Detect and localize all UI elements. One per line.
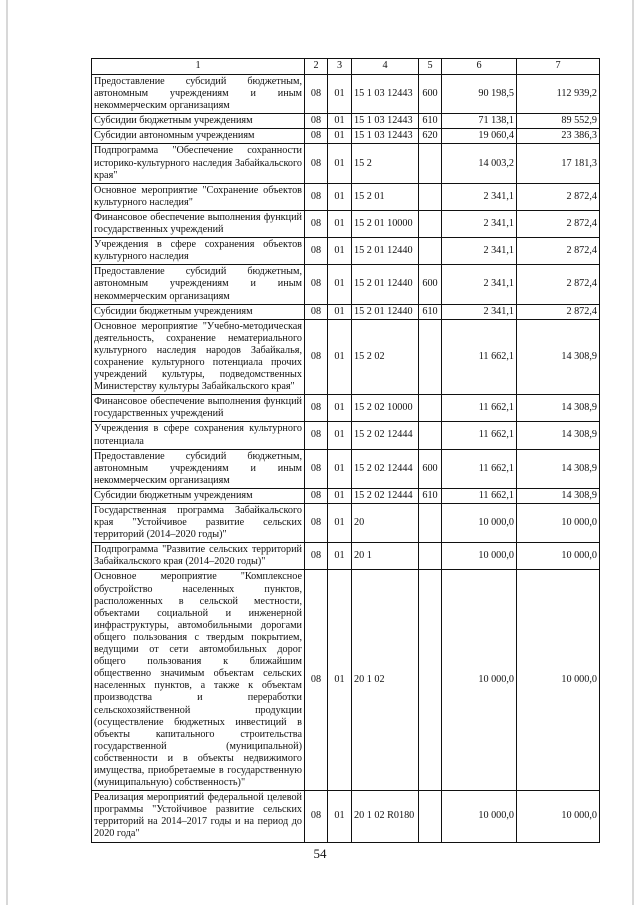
section-code: 08 — [305, 238, 328, 265]
section-code: 08 — [305, 422, 328, 449]
section-code: 08 — [305, 210, 328, 237]
expense-type-code — [419, 144, 442, 183]
expense-type-code — [419, 183, 442, 210]
amount-col6: 2 341,1 — [442, 265, 517, 304]
amount-col7: 10 000,0 — [517, 543, 600, 570]
target-article-code: 15 2 01 — [352, 183, 419, 210]
section-code: 08 — [305, 488, 328, 503]
subsection-code: 01 — [328, 129, 352, 144]
row-name: Субсидии автономным учреждениям — [92, 129, 305, 144]
subsection-code: 01 — [328, 570, 352, 791]
amount-col7: 14 308,9 — [517, 449, 600, 488]
subsection-code: 01 — [328, 265, 352, 304]
subsection-code: 01 — [328, 395, 352, 422]
row-name: Подпрограмма "Обеспечение сохранности историко-культурного наследия Забайкальского края" — [92, 144, 305, 183]
target-article-code: 20 1 — [352, 543, 419, 570]
expense-type-code — [419, 570, 442, 791]
amount-col6: 2 341,1 — [442, 210, 517, 237]
table-row — [92, 395, 600, 422]
expense-type-code — [419, 422, 442, 449]
section-code: 08 — [305, 395, 328, 422]
section-code: 08 — [305, 265, 328, 304]
table-row — [92, 570, 600, 791]
row-name: Основное мероприятие "Учебно-методическая деятельность, сохранение нематериального культурного наследия народов Забайкалья, сохранение культурного потенциала прочих учреждений культуры, подведомственных Министерству культуры Забайкальского края" — [92, 319, 305, 395]
target-article-code: 15 1 03 12443 — [352, 114, 419, 129]
amount-col7: 17 181,3 — [517, 144, 600, 183]
subsection-code: 01 — [328, 144, 352, 183]
target-article-code: 15 2 02 10000 — [352, 395, 419, 422]
subsection-code: 01 — [328, 319, 352, 395]
table-row — [92, 183, 600, 210]
row-name: Реализация мероприятий федеральной целевой программы "Устойчивое развитие сельских территорий на 2014–2017 годы и на период до 2020 года" — [92, 791, 305, 842]
row-name: Подпрограмма "Развитие сельских территорий Забайкальского края (2014–2020 годы)" — [92, 543, 305, 570]
target-article-code: 15 2 02 12444 — [352, 488, 419, 503]
section-code: 08 — [305, 543, 328, 570]
table-row — [92, 129, 600, 144]
expense-type-code — [419, 319, 442, 395]
subsection-code: 01 — [328, 422, 352, 449]
budget-table — [91, 58, 600, 843]
table-row — [92, 265, 600, 304]
page-edge-left — [6, 0, 8, 905]
col-header: 5 — [419, 59, 442, 75]
section-code: 08 — [305, 183, 328, 210]
row-name: Предоставление субсидий бюджетным, автономным учреждениям и иным некоммерческим организациям — [92, 265, 305, 304]
subsection-code: 01 — [328, 238, 352, 265]
table-row — [92, 791, 600, 842]
amount-col7: 2 872,4 — [517, 183, 600, 210]
amount-col6: 11 662,1 — [442, 488, 517, 503]
row-name: Субсидии бюджетным учреждениям — [92, 114, 305, 129]
amount-col6: 19 060,4 — [442, 129, 517, 144]
row-name: Основное мероприятие "Комплексное обустройство населенных пунктов, расположенных в сельской местности, объектами социальной и инженерной инфраструктуры, автомобильными дорогами общего пользования с твердым покрытием, ведущими от сети автомобильных дорог общего пользования к ближайшим общественно значимым объектам сельских населенных пунктов, а также к объектам производства и переработки сельскохозяйственной продукции (осуществление бюджетных инвестиций в объекты капитального строительства государственной (муниципальной) собственности и в объекты недвижимого имущества, приобретаемые в государственную (муниципальную) собственность)" — [92, 570, 305, 791]
target-article-code: 15 1 03 12443 — [352, 129, 419, 144]
col-header: 1 — [92, 59, 305, 75]
target-article-code: 20 1 02 R0180 — [352, 791, 419, 842]
target-article-code: 15 2 01 12440 — [352, 265, 419, 304]
subsection-code: 01 — [328, 504, 352, 543]
expense-type-code — [419, 238, 442, 265]
target-article-code: 15 1 03 12443 — [352, 75, 419, 114]
amount-col7: 2 872,4 — [517, 210, 600, 237]
target-article-code: 15 2 02 12444 — [352, 422, 419, 449]
subsection-code: 01 — [328, 114, 352, 129]
table-row — [92, 488, 600, 503]
row-name: Субсидии бюджетным учреждениям — [92, 488, 305, 503]
row-name: Финансовое обеспечение выполнения функций государственных учреждений — [92, 395, 305, 422]
table-row — [92, 319, 600, 395]
col-header: 3 — [328, 59, 352, 75]
row-name: Учреждения в сфере сохранения культурного потенциала — [92, 422, 305, 449]
section-code: 08 — [305, 304, 328, 319]
subsection-code: 01 — [328, 183, 352, 210]
row-name: Государственная программа Забайкальского края "Устойчивое развитие сельских территорий (2014–2020 годы)" — [92, 504, 305, 543]
section-code: 08 — [305, 504, 328, 543]
expense-type-code: 610 — [419, 304, 442, 319]
expense-type-code: 600 — [419, 449, 442, 488]
amount-col6: 11 662,1 — [442, 422, 517, 449]
subsection-code: 01 — [328, 210, 352, 237]
section-code: 08 — [305, 75, 328, 114]
row-name: Финансовое обеспечение выполнения функций государственных учреждений — [92, 210, 305, 237]
row-name: Предоставление субсидий бюджетным, автономным учреждениям и иным некоммерческим организациям — [92, 449, 305, 488]
expense-type-code: 610 — [419, 488, 442, 503]
amount-col6: 10 000,0 — [442, 504, 517, 543]
target-article-code: 15 2 02 12444 — [352, 449, 419, 488]
col-header: 6 — [442, 59, 517, 75]
expense-type-code — [419, 791, 442, 842]
expense-type-code: 600 — [419, 265, 442, 304]
table-row — [92, 304, 600, 319]
amount-col6: 2 341,1 — [442, 304, 517, 319]
subsection-code: 01 — [328, 75, 352, 114]
section-code: 08 — [305, 319, 328, 395]
amount-col6: 10 000,0 — [442, 543, 517, 570]
amount-col6: 11 662,1 — [442, 395, 517, 422]
amount-col7: 2 872,4 — [517, 238, 600, 265]
expense-type-code: 620 — [419, 129, 442, 144]
amount-col6: 11 662,1 — [442, 319, 517, 395]
row-name: Основное мероприятие "Сохранение объектов культурного наследия" — [92, 183, 305, 210]
amount-col7: 2 872,4 — [517, 265, 600, 304]
section-code: 08 — [305, 129, 328, 144]
table-row — [92, 449, 600, 488]
amount-col7: 10 000,0 — [517, 570, 600, 791]
col-header: 4 — [352, 59, 419, 75]
subsection-code: 01 — [328, 488, 352, 503]
amount-col6: 2 341,1 — [442, 238, 517, 265]
target-article-code: 15 2 02 — [352, 319, 419, 395]
amount-col7: 14 308,9 — [517, 422, 600, 449]
table-row — [92, 144, 600, 183]
section-code: 08 — [305, 449, 328, 488]
target-article-code: 15 2 01 12440 — [352, 238, 419, 265]
amount-col7: 89 552,9 — [517, 114, 600, 129]
table-row — [92, 422, 600, 449]
amount-col6: 14 003,2 — [442, 144, 517, 183]
section-code: 08 — [305, 570, 328, 791]
amount-col7: 2 872,4 — [517, 304, 600, 319]
expense-type-code — [419, 543, 442, 570]
section-code: 08 — [305, 144, 328, 183]
subsection-code: 01 — [328, 449, 352, 488]
amount-col6: 11 662,1 — [442, 449, 517, 488]
expense-type-code — [419, 210, 442, 237]
header-row — [92, 59, 600, 75]
row-name: Предоставление субсидий бюджетным, автономным учреждениям и иным некоммерческим организациям — [92, 75, 305, 114]
table-row — [92, 114, 600, 129]
target-article-code: 20 1 02 — [352, 570, 419, 791]
table-row — [92, 504, 600, 543]
section-code: 08 — [305, 114, 328, 129]
page-number: 54 — [313, 846, 327, 861]
amount-col6: 90 198,5 — [442, 75, 517, 114]
subsection-code: 01 — [328, 543, 352, 570]
row-name: Субсидии бюджетным учреждениям — [92, 304, 305, 319]
expense-type-code: 610 — [419, 114, 442, 129]
amount-col7: 10 000,0 — [517, 791, 600, 842]
amount-col6: 2 341,1 — [442, 183, 517, 210]
section-code: 08 — [305, 791, 328, 842]
table-row — [92, 75, 600, 114]
subsection-code: 01 — [328, 791, 352, 842]
amount-col7: 14 308,9 — [517, 319, 600, 395]
target-article-code: 15 2 01 12440 — [352, 304, 419, 319]
expense-type-code — [419, 395, 442, 422]
col-header: 2 — [305, 59, 328, 75]
expense-type-code: 600 — [419, 75, 442, 114]
amount-col6: 10 000,0 — [442, 791, 517, 842]
amount-col6: 71 138,1 — [442, 114, 517, 129]
table-row — [92, 238, 600, 265]
target-article-code: 15 2 01 10000 — [352, 210, 419, 237]
table-row — [92, 543, 600, 570]
amount-col7: 23 386,3 — [517, 129, 600, 144]
amount-col7: 10 000,0 — [517, 504, 600, 543]
amount-col7: 112 939,2 — [517, 75, 600, 114]
target-article-code: 15 2 — [352, 144, 419, 183]
amount-col7: 14 308,9 — [517, 395, 600, 422]
subsection-code: 01 — [328, 304, 352, 319]
target-article-code: 20 — [352, 504, 419, 543]
amount-col7: 14 308,9 — [517, 488, 600, 503]
expense-type-code — [419, 504, 442, 543]
amount-col6: 10 000,0 — [442, 570, 517, 791]
row-name: Учреждения в сфере сохранения объектов культурного наследия — [92, 238, 305, 265]
page-edge-right — [632, 0, 634, 905]
table-row — [92, 210, 600, 237]
col-header: 7 — [517, 59, 600, 75]
